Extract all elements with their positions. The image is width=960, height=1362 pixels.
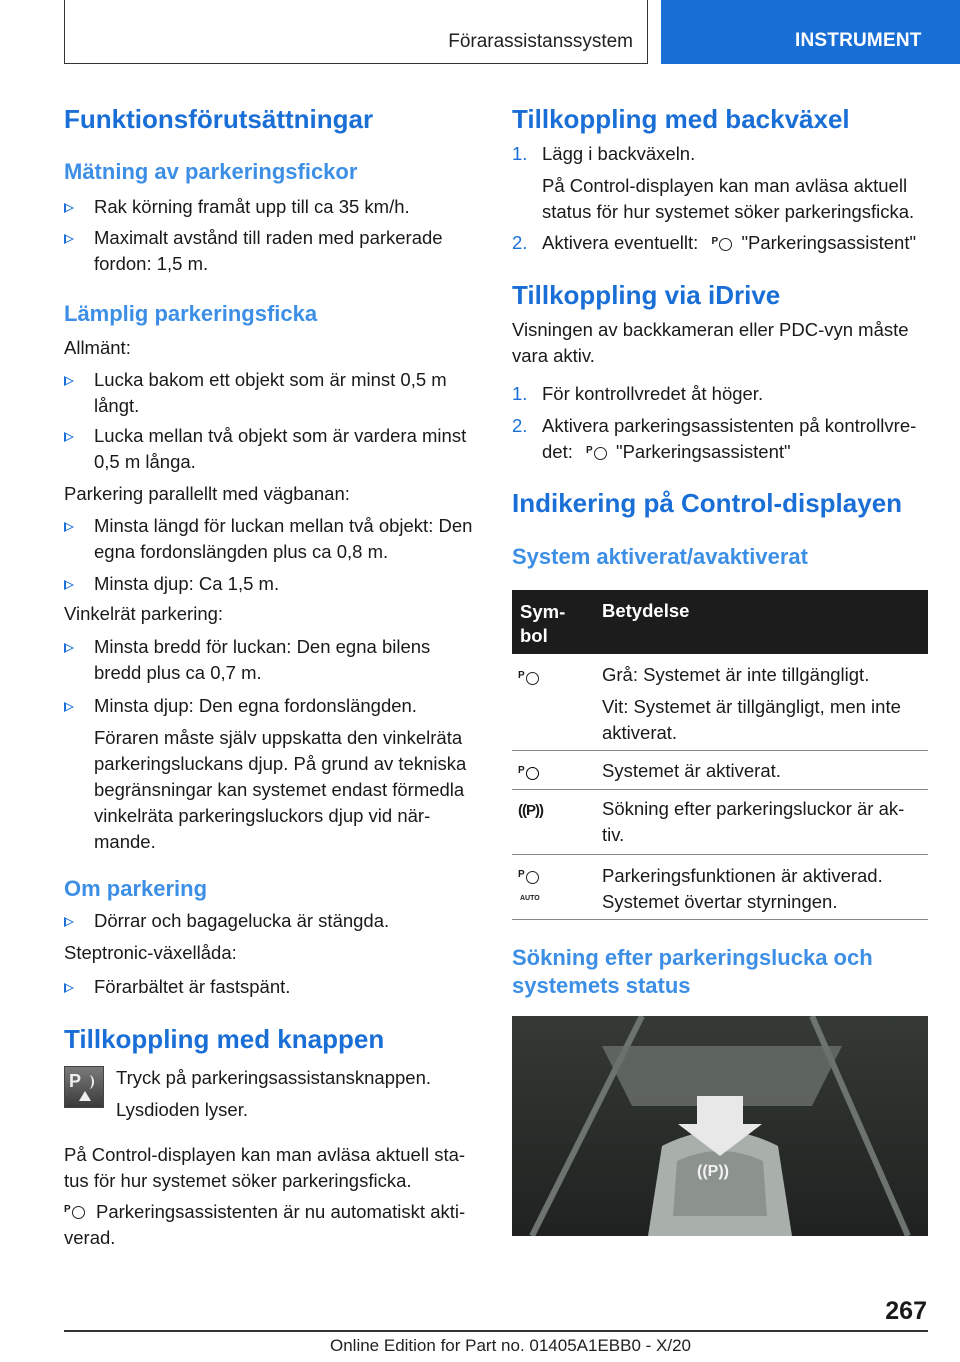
list-item: Dörrar och bagagelucka är stängda. [64,908,476,934]
header-section-title: Förarassistanssystem [448,31,633,52]
table-row: P Systemet är aktiverat. [512,751,928,790]
table-row: ((P)) Sökning efter parkeringsluckor är ak-tiv. [512,790,928,855]
text-idrive-step2-cont: det: P "Parkeringsassistent" [542,439,932,465]
heading-sokning: Sökning efter parkeringslucka och systemets status [512,945,873,998]
heading-backvaxel: Tillkoppling med backväxel [512,104,850,134]
parking-display-illustration [512,1016,928,1236]
table-header [512,590,928,654]
park-assistant-icon: P [64,1201,86,1223]
text-idrive: Visningen av backkameran eller PDC-vyn måste vara aktiv. [512,319,909,366]
svg-text:((P)): ((P)) [697,1163,729,1180]
heading-om-parkering: Om parkering [64,876,208,901]
table-row: P Grå: Systemet är inte tillgängligt. Vit: Systemet är tillgängligt, men inte aktiverat. [512,654,928,751]
parking-search-icon: ((P)) [518,802,543,819]
heading-matning: Mätning av parkeringsfickor [64,159,358,184]
list-item: Förarbältet är fastspänt. [64,974,476,1000]
park-auto-icon: P AUTO [518,869,540,903]
heading-knappen: Tillkoppling med knappen [64,1024,385,1054]
text-steptronic: Steptronic-växellåda: [64,942,237,963]
text-knapp-tryck: Tryck på parkeringsassistansknappen. [116,1067,431,1088]
list-item: Minsta bredd för luckan: Den egna bilens bredd plus ca 0,7 m. [64,634,476,686]
text-auto-aktiverad: P Parkeringsassistenten är nu automatiskt akti-verad. [64,1201,466,1248]
table-row: P AUTO Parkeringsfunktionen är aktiverad. Systemet övertar styrningen. [512,855,928,920]
note-vinkelrat: Föraren måste själv uppskatta den vinkelräta parkeringsluckans djup. På grund av tekniska begränsningar kan systemet endast förmedla vinkelräta parkeringsluckors djup vid när-mande. [94,727,467,852]
list-item: Minsta längd för luckan mellan två objekt: Den egna fordonslängden plus ca 0,8 m. [64,513,476,565]
footer-divider [64,1330,928,1332]
list-item: Minsta djup: Den egna fordonslängden. [64,693,476,719]
heading-idrive: Tillkoppling via iDrive [512,280,781,310]
header-chapter-label: INSTRUMENT [795,30,922,51]
list-item: Rak körning framåt upp till ca 35 km/h. [64,194,476,220]
heading-system: System aktiverat/avaktiverat [512,544,808,569]
footer-edition: Online Edition for Part no. 01405A1EBB0 - X/20 [330,1336,692,1355]
note-backvaxel: På Control-displayen kan man avläsa aktuell status för hur systemet söker parkeringsficka. [542,175,915,222]
header-section-box [64,0,648,64]
list-item: 1. För kontrollvredet åt höger. [512,383,764,404]
text-vinkelratt: Vinkelrät parkering: [64,603,224,624]
heading-indikering: Indikering på Control-displayen [512,488,903,518]
heading-lamplig: Lämplig parkeringsficka [64,301,318,326]
table-header-betydelse: Betydelse [602,600,690,621]
text-control-status: På Control-displayen kan man avläsa aktuell sta-tus för hur systemet söker parkeringsficka. [64,1144,466,1191]
parking-display-image [512,1016,928,1236]
list-item: Lucka mellan två objekt som är vardera minst 0,5 m långa. [64,423,476,475]
page-number: 267 [885,1297,927,1325]
header-chapter-tab[interactable] [661,0,960,64]
park-assistant-icon: P [711,233,733,255]
list-item: Minsta djup: Ca 1,5 m. [64,571,476,597]
park-assist-button-icon: P [64,1066,104,1108]
park-assistant-icon: P [518,667,540,689]
list-item: 2. Aktivera parkeringsassistenten på kontrollvre- [512,415,917,436]
text-parallellt: Parkering parallellt med vägbanan: [64,483,350,504]
park-assistant-icon: P [586,442,608,464]
list-item: 1. Lägg i backväxeln. [512,143,696,164]
park-assistant-active-icon: P [518,762,540,784]
text-knapp-lysdiod: Lysdioden lyser. [116,1099,248,1120]
list-item: Maximalt avstånd till raden med parkerade fordon: 1,5 m. [64,225,476,277]
text-allmant: Allmänt: [64,337,131,358]
table-header-symbol: Sym-bol [520,601,566,646]
heading-funktionsforutsattningar: Funktionsförutsättningar [64,104,374,134]
list-item: Lucka bakom ett objekt som är minst 0,5 m långt. [64,367,476,419]
list-item: 2. Aktivera eventuellt: P "Parkeringsassistent" [512,230,932,256]
